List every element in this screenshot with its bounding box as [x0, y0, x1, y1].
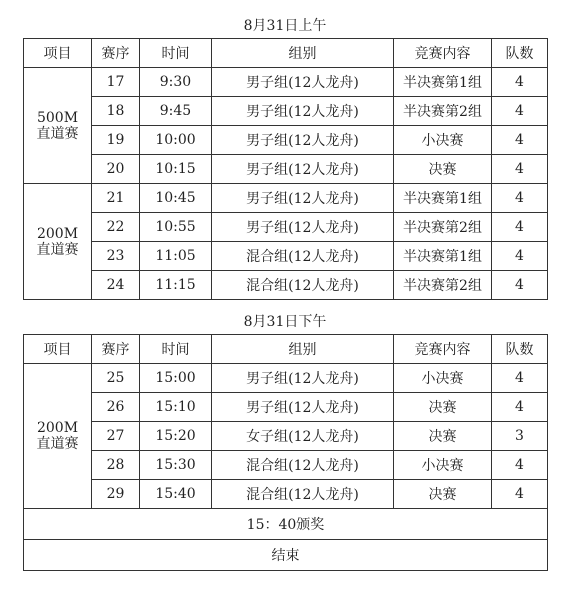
end-row	[24, 540, 548, 571]
group-cell: 男子组(12人龙舟)	[212, 393, 394, 422]
header-order: 赛序	[92, 39, 140, 68]
afternoon-schedule-table	[23, 334, 548, 571]
header-event: 项目	[24, 39, 92, 68]
teams-cell: 4	[492, 126, 548, 155]
content-cell: 半决赛第2组	[394, 213, 492, 242]
table-row	[24, 213, 548, 242]
group-cell: 男子组(12人龙舟)	[212, 126, 394, 155]
table-row	[24, 393, 548, 422]
content-cell: 半决赛第1组	[394, 242, 492, 271]
header-teams: 队数	[492, 335, 548, 364]
order-cell: 27	[92, 422, 140, 451]
table-row	[24, 68, 548, 97]
teams-cell: 3	[492, 422, 548, 451]
header-content: 竞赛内容	[394, 39, 492, 68]
order-cell: 25	[92, 364, 140, 393]
table-row	[24, 126, 548, 155]
table-row	[24, 422, 548, 451]
event-type: 直道赛	[36, 436, 79, 452]
teams-cell: 4	[492, 364, 548, 393]
award-cell: 15：40颁奖	[24, 509, 548, 540]
table-row	[24, 97, 548, 126]
header-group: 组别	[212, 39, 394, 68]
time-cell: 10:45	[140, 184, 212, 213]
time-cell: 11:15	[140, 271, 212, 300]
content-cell: 决赛	[394, 155, 492, 184]
teams-cell: 4	[492, 97, 548, 126]
order-cell: 29	[92, 480, 140, 509]
content-cell: 小决赛	[394, 364, 492, 393]
teams-cell: 4	[492, 242, 548, 271]
group-cell: 男子组(12人龙舟)	[212, 364, 394, 393]
time-cell: 15:00	[140, 364, 212, 393]
event-cell	[24, 364, 92, 509]
teams-cell: 4	[492, 393, 548, 422]
event-type: 直道赛	[36, 125, 79, 142]
group-cell: 男子组(12人龙舟)	[212, 97, 394, 126]
table-header-row	[24, 39, 548, 68]
order-cell: 21	[92, 184, 140, 213]
group-cell: 混合组(12人龙舟)	[212, 480, 394, 509]
time-cell: 15:40	[140, 480, 212, 509]
order-cell: 23	[92, 242, 140, 271]
time-cell: 15:20	[140, 422, 212, 451]
order-cell: 19	[92, 126, 140, 155]
table-row	[24, 451, 548, 480]
content-cell: 半决赛第1组	[394, 68, 492, 97]
table-row	[24, 242, 548, 271]
content-cell: 半决赛第2组	[394, 97, 492, 126]
time-cell: 15:10	[140, 393, 212, 422]
teams-cell: 4	[492, 213, 548, 242]
table-row	[24, 184, 548, 213]
order-cell: 22	[92, 213, 140, 242]
order-cell: 18	[92, 97, 140, 126]
content-cell: 决赛	[394, 393, 492, 422]
teams-cell: 4	[492, 184, 548, 213]
order-cell: 28	[92, 451, 140, 480]
event-distance: 500M	[36, 109, 79, 126]
teams-cell: 4	[492, 271, 548, 300]
group-cell: 混合组(12人龙舟)	[212, 451, 394, 480]
content-cell: 小决赛	[394, 126, 492, 155]
event-cell	[24, 68, 92, 184]
order-cell: 20	[92, 155, 140, 184]
order-cell: 26	[92, 393, 140, 422]
order-cell: 17	[92, 68, 140, 97]
group-cell: 男子组(12人龙舟)	[212, 68, 394, 97]
group-cell: 混合组(12人龙舟)	[212, 242, 394, 271]
group-cell: 女子组(12人龙舟)	[212, 422, 394, 451]
table-header-row	[24, 335, 548, 364]
event-cell	[24, 184, 92, 300]
teams-cell: 4	[492, 155, 548, 184]
table-row	[24, 364, 548, 393]
event-distance: 200M	[36, 420, 79, 436]
header-time: 时间	[140, 335, 212, 364]
header-teams: 队数	[492, 39, 548, 68]
table-row	[24, 271, 548, 300]
teams-cell: 4	[492, 480, 548, 509]
time-cell: 9:45	[140, 97, 212, 126]
event-type: 直道赛	[36, 241, 79, 258]
table-row	[24, 155, 548, 184]
header-order: 赛序	[92, 335, 140, 364]
time-cell: 10:00	[140, 126, 212, 155]
end-cell: 结束	[24, 540, 548, 571]
time-cell: 10:15	[140, 155, 212, 184]
table-row	[24, 480, 548, 509]
group-cell: 男子组(12人龙舟)	[212, 184, 394, 213]
time-cell: 9:30	[140, 68, 212, 97]
award-row	[24, 509, 548, 540]
content-cell: 小决赛	[394, 451, 492, 480]
header-event: 项目	[24, 335, 92, 364]
content-cell: 决赛	[394, 422, 492, 451]
content-cell: 半决赛第2组	[394, 271, 492, 300]
header-time: 时间	[140, 39, 212, 68]
content-cell: 半决赛第1组	[394, 184, 492, 213]
teams-cell: 4	[492, 451, 548, 480]
afternoon-title: 8月31日下午	[243, 314, 327, 330]
event-distance: 200M	[36, 225, 79, 242]
time-cell: 11:05	[140, 242, 212, 271]
header-content: 竞赛内容	[394, 335, 492, 364]
time-cell: 10:55	[140, 213, 212, 242]
time-cell: 15:30	[140, 451, 212, 480]
group-cell: 男子组(12人龙舟)	[212, 155, 394, 184]
group-cell: 混合组(12人龙舟)	[212, 271, 394, 300]
content-cell: 决赛	[394, 480, 492, 509]
morning-title: 8月31日上午	[243, 18, 327, 34]
header-group: 组别	[212, 335, 394, 364]
morning-schedule-table	[23, 38, 548, 300]
group-cell: 男子组(12人龙舟)	[212, 213, 394, 242]
order-cell: 24	[92, 271, 140, 300]
teams-cell: 4	[492, 68, 548, 97]
